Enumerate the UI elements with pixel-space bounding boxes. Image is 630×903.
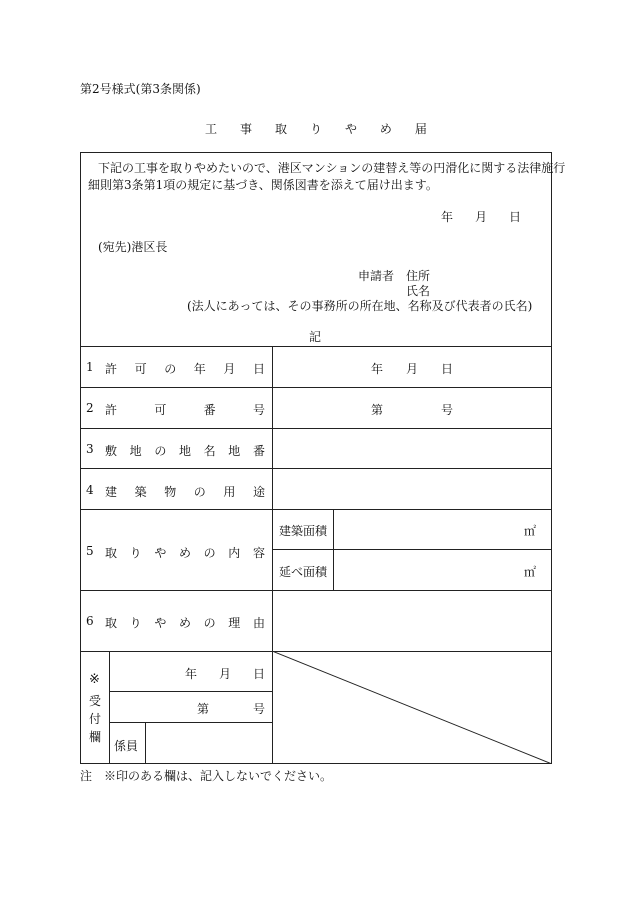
addressee: (宛先)港区長	[98, 240, 168, 254]
label-char: の	[203, 616, 216, 630]
label-char: 内	[228, 546, 241, 560]
label-char: 番	[252, 444, 265, 458]
date-char: 日	[252, 667, 265, 681]
divider	[80, 346, 552, 347]
floor-area-label: 延べ面積	[279, 565, 328, 579]
title-char: 届	[414, 122, 427, 136]
applicant-label: 申請者	[358, 269, 395, 283]
label-char: の	[203, 546, 216, 560]
divider	[80, 428, 552, 429]
label-char: 番	[203, 403, 216, 417]
label-char: 日	[252, 362, 265, 376]
title-char: り	[309, 122, 322, 136]
divider	[109, 722, 272, 723]
date-char: 年	[441, 210, 454, 224]
row-label-cancellation-reason	[105, 614, 265, 631]
divider	[109, 651, 110, 764]
label-char: や	[154, 546, 167, 560]
value-char: 月	[405, 362, 418, 376]
row-number: 5	[86, 544, 94, 558]
divider	[333, 509, 334, 590]
label-char: 敷	[105, 444, 118, 458]
label-char: め	[178, 546, 191, 560]
row-number: 1	[86, 360, 94, 374]
divider	[80, 590, 552, 591]
row-number: 2	[86, 401, 94, 415]
label-char: 容	[252, 546, 265, 560]
reception-number	[197, 700, 265, 717]
label-char: め	[178, 616, 191, 630]
label-char: 物	[164, 485, 177, 499]
form-number: 第2号様式(第3条関係)	[80, 82, 201, 96]
permit-number-value	[371, 401, 453, 418]
value-char: 年	[371, 362, 384, 376]
divider	[80, 387, 552, 388]
divider	[272, 549, 552, 550]
title-char: め	[379, 122, 392, 136]
building-area-unit: ㎡	[524, 524, 537, 538]
label-char: 可	[134, 362, 147, 376]
label-char: 年	[193, 362, 206, 376]
label-char: 許	[105, 362, 118, 376]
label-char: 地	[129, 444, 142, 458]
label-char: 地	[228, 444, 241, 458]
floor-area-unit: ㎡	[524, 565, 537, 579]
applicant-note: (法人にあっては、その事務所の所在地、名称及び代表者の氏名)	[187, 299, 533, 313]
label-char: り	[129, 546, 142, 560]
staff-label: 係員	[114, 739, 139, 753]
label-char: 由	[252, 616, 265, 630]
number-char: 号	[252, 702, 265, 716]
label-char: 築	[134, 485, 147, 499]
label-char: り	[129, 616, 142, 630]
reception-date	[185, 665, 265, 682]
number-char: 第	[197, 702, 210, 716]
value-char: 日	[440, 362, 453, 376]
label-char: 月	[223, 362, 236, 376]
date-char: 月	[218, 667, 231, 681]
label-char: 号	[252, 403, 265, 417]
reception-label-char: 受	[89, 694, 102, 708]
row-label-permit-number	[105, 401, 265, 418]
title-char: 取	[274, 122, 287, 136]
label-char: 用	[223, 485, 236, 499]
row-label-building-use	[105, 483, 265, 500]
row-number: 4	[86, 483, 94, 497]
label-char: 可	[154, 403, 167, 417]
label-char: 途	[252, 485, 265, 499]
preamble-line: 細則第3条第1項の規定に基づき、関係図書を添えて届け出ます。	[88, 178, 438, 192]
reception-mark: ※	[89, 672, 100, 687]
label-char: 取	[105, 616, 118, 630]
date-char: 年	[185, 667, 198, 681]
label-char: や	[154, 616, 167, 630]
preamble-line: 下記の工事を取りやめたいので、港区マンションの建替え等の円滑化に関する法律施行	[98, 161, 566, 175]
permit-date-value	[371, 360, 453, 377]
label-char: 許	[105, 403, 118, 417]
divider	[109, 691, 272, 692]
label-char: の	[193, 485, 206, 499]
row-number: 6	[86, 614, 94, 628]
row-label-permit-date	[105, 360, 265, 377]
address-label: 住所	[406, 269, 431, 283]
value-char: 号	[440, 403, 453, 417]
label-char: 理	[228, 616, 241, 630]
row-number: 3	[86, 442, 94, 456]
label-char: 地	[178, 444, 191, 458]
row-label-cancellation-content	[105, 544, 265, 561]
title-char: や	[344, 122, 357, 136]
divider	[145, 722, 146, 764]
submission-date	[441, 208, 521, 225]
label-char: 取	[105, 546, 118, 560]
reception-label-char: 欄	[89, 730, 102, 744]
date-char: 月	[474, 210, 487, 224]
building-area-label: 建築面積	[279, 524, 328, 538]
title-char: 工	[205, 122, 218, 136]
label-char: 名	[203, 444, 216, 458]
preamble	[88, 160, 566, 194]
date-char: 日	[508, 210, 521, 224]
footer-note: 注 ※印のある欄は、記入しないでください。	[80, 769, 333, 783]
divider	[80, 509, 552, 510]
label-char: 建	[105, 485, 118, 499]
name-label: 氏名	[406, 284, 431, 298]
diagonal-strike	[272, 651, 552, 764]
divider	[80, 468, 552, 469]
label-char: の	[164, 362, 177, 376]
reception-label-char: 付	[89, 712, 102, 726]
label-char: の	[154, 444, 167, 458]
ki-label: 記	[309, 330, 322, 344]
title-char: 事	[239, 122, 252, 136]
row-label-site-lot	[105, 442, 265, 459]
value-char: 第	[371, 403, 384, 417]
form-title	[205, 120, 427, 137]
